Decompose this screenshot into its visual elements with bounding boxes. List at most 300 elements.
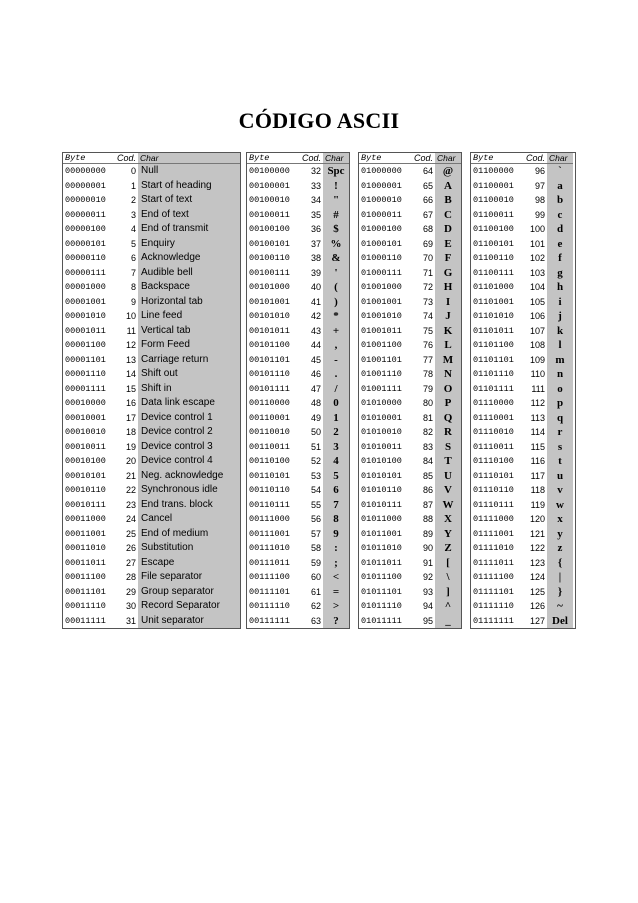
cell-char: N: [435, 367, 461, 382]
table-row: [471, 309, 575, 324]
cell-cod: 34: [310, 195, 321, 205]
cell-byte: 00010011: [65, 441, 106, 452]
cell-byte: 01110101: [473, 470, 514, 481]
cell-byte: 01101110: [473, 369, 514, 379]
cell-char: Del: [547, 614, 573, 629]
table-header: [359, 153, 461, 164]
cell-cod: 104: [529, 282, 545, 292]
cell-char: =: [323, 585, 349, 600]
cell-char: ?: [323, 614, 349, 629]
table-row: [247, 498, 349, 513]
table-row: [247, 527, 349, 542]
cell-cod: 91: [422, 557, 433, 568]
cell-byte: 01111010: [473, 543, 514, 553]
cell-char: ]: [435, 585, 461, 600]
cell-byte: 01011100: [361, 572, 402, 582]
table-row: [247, 599, 349, 614]
cell-cod: 60: [310, 572, 321, 582]
cell-byte: 00011100: [65, 572, 106, 582]
cell-char: G: [435, 266, 461, 281]
cell-char: p: [547, 396, 573, 411]
cell-cod: 3: [130, 209, 136, 220]
header-byte: Byte: [247, 153, 299, 164]
table-header: [471, 153, 575, 164]
cell-char: .: [323, 367, 349, 382]
ascii-block-0: [62, 152, 241, 629]
cell-cod: 116: [530, 456, 545, 466]
cell-byte: 00110111: [249, 499, 290, 510]
cell-byte: 01000000: [361, 166, 402, 176]
cell-byte: 01100001: [473, 180, 514, 191]
cell-cod: 66: [422, 195, 433, 205]
cell-cod: 72: [422, 282, 433, 292]
cell-byte: 01110000: [473, 398, 514, 408]
cell-cod: 99: [534, 209, 545, 220]
cell-char: Group separator: [138, 585, 240, 600]
table-row: [471, 193, 575, 208]
cell-char: w: [547, 498, 573, 513]
cell-byte: 00110101: [249, 470, 290, 481]
table-row: [247, 208, 349, 223]
table-row: [359, 440, 461, 455]
table-row: [471, 411, 575, 426]
cell-byte: 01011111: [361, 615, 402, 626]
cell-char: |: [547, 570, 573, 585]
cell-cod: 28: [125, 572, 136, 582]
cell-byte: 00010100: [65, 456, 106, 466]
table-row: [359, 266, 461, 281]
cell-byte: 00101000: [249, 282, 290, 292]
table-row: [359, 179, 461, 194]
table-row: [63, 179, 240, 194]
cell-char: Vertical tab: [138, 324, 240, 339]
cell-char: Backspace: [138, 280, 240, 295]
cell-cod: 107: [529, 325, 545, 336]
cell-char: ;: [323, 556, 349, 571]
cell-byte: 00100101: [249, 238, 290, 249]
cell-char: Substitution: [138, 541, 240, 556]
cell-cod: 13: [125, 354, 136, 365]
table-row: [359, 295, 461, 310]
cell-cod: 19: [125, 441, 136, 452]
cell-char: -: [323, 353, 349, 368]
cell-cod: 77: [422, 354, 433, 365]
cell-char: ^: [435, 599, 461, 614]
table-row: [63, 570, 240, 585]
cell-char: Record Separator: [138, 599, 240, 614]
cell-cod: 98: [534, 195, 545, 205]
cell-char: u: [547, 469, 573, 484]
table-row: [471, 556, 575, 571]
header-cod: Cod.: [411, 153, 435, 164]
cell-cod: 117: [530, 470, 545, 481]
cell-byte: 01111101: [473, 586, 514, 597]
cell-cod: 63: [310, 615, 321, 626]
cell-byte: 01111011: [473, 557, 514, 568]
table-row: [359, 367, 461, 382]
table-row: [247, 280, 349, 295]
cell-byte: 00111100: [249, 572, 290, 582]
cell-byte: 01001011: [361, 325, 402, 336]
cell-cod: 8: [130, 282, 136, 292]
cell-cod: 93: [422, 586, 433, 597]
cell-byte: 00000100: [65, 224, 106, 234]
table-row: [247, 382, 349, 397]
cell-byte: 01000110: [361, 253, 402, 263]
table-row: [247, 585, 349, 600]
cell-cod: 11: [126, 325, 136, 336]
cell-cod: 111: [531, 383, 545, 394]
cell-cod: 121: [529, 528, 545, 539]
cell-cod: 43: [310, 325, 321, 336]
cell-char: A: [435, 179, 461, 194]
cell-char: :: [323, 541, 349, 556]
cell-char: End of medium: [138, 527, 240, 542]
cell-cod: 90: [422, 543, 433, 553]
cell-char: Line feed: [138, 309, 240, 324]
cell-cod: 9: [130, 296, 136, 307]
cell-byte: 01100111: [473, 267, 514, 278]
cell-char: Y: [435, 527, 461, 542]
cell-byte: 01100101: [473, 238, 514, 249]
cell-char: 4: [323, 454, 349, 469]
table-row: [63, 193, 240, 208]
cell-byte: 01111001: [473, 528, 514, 539]
table-row: [471, 396, 575, 411]
table-row: [359, 164, 461, 179]
cell-byte: 00010010: [65, 427, 106, 437]
cell-cod: 105: [529, 296, 545, 307]
cell-byte: 00011011: [65, 557, 106, 568]
table-row: [359, 454, 461, 469]
cell-cod: 53: [310, 470, 321, 481]
cell-char: V: [435, 483, 461, 498]
table-row: [247, 483, 349, 498]
header-char: Char: [547, 153, 573, 164]
cell-byte: 00010000: [65, 398, 106, 408]
cell-char: o: [547, 382, 573, 397]
cell-cod: 33: [310, 180, 321, 191]
table-row: [359, 222, 461, 237]
cell-char: Null: [138, 164, 240, 179]
table-header: [247, 153, 349, 164]
table-row: [63, 527, 240, 542]
table-row: [247, 237, 349, 252]
cell-cod: 20: [125, 456, 136, 466]
cell-byte: 00100111: [249, 267, 290, 278]
cell-cod: 82: [422, 427, 433, 437]
table-row: [359, 382, 461, 397]
cell-byte: 01010011: [361, 441, 402, 452]
cell-char: l: [547, 338, 573, 353]
table-row: [471, 498, 575, 513]
cell-byte: 00001001: [65, 296, 106, 307]
cell-char: Acknowledge: [138, 251, 240, 266]
cell-byte: 01001000: [361, 282, 402, 292]
cell-char: X: [435, 512, 461, 527]
cell-cod: 113: [530, 412, 545, 423]
cell-cod: 120: [529, 514, 545, 524]
cell-char: c: [547, 208, 573, 223]
table-row: [471, 338, 575, 353]
table-row: [63, 512, 240, 527]
cell-byte: 00000000: [65, 166, 106, 176]
table-row: [471, 164, 575, 179]
table-row: [359, 585, 461, 600]
cell-byte: 00000111: [65, 267, 106, 278]
table-row: [471, 179, 575, 194]
cell-char: 5: [323, 469, 349, 484]
table-row: [63, 338, 240, 353]
cell-cod: 15: [125, 383, 136, 394]
cell-char: f: [547, 251, 573, 266]
cell-cod: 49: [310, 412, 321, 423]
cell-byte: 00110110: [249, 485, 290, 495]
cell-char: Z: [435, 541, 461, 556]
cell-byte: 00000010: [65, 195, 106, 205]
cell-cod: 22: [125, 485, 136, 495]
table-row: [247, 222, 349, 237]
table-row: [359, 570, 461, 585]
table-row: [63, 556, 240, 571]
cell-byte: 00011110: [65, 601, 106, 611]
cell-char: End of transmit: [138, 222, 240, 237]
cell-byte: 01010101: [361, 470, 402, 481]
cell-char: J: [435, 309, 461, 324]
cell-char: n: [547, 367, 573, 382]
cell-byte: 00011000: [65, 514, 106, 524]
cell-char: C: [435, 208, 461, 223]
cell-char: 3: [323, 440, 349, 455]
cell-cod: 54: [310, 485, 321, 495]
cell-byte: 01011101: [361, 586, 402, 597]
cell-cod: 14: [125, 369, 136, 379]
table-row: [471, 324, 575, 339]
cell-cod: 24: [125, 514, 136, 524]
table-row: [63, 324, 240, 339]
table-row: [63, 295, 240, 310]
cell-cod: 32: [310, 166, 321, 176]
cell-cod: 41: [310, 296, 321, 307]
table-row: [247, 396, 349, 411]
cell-char: x: [547, 512, 573, 527]
cell-byte: 01101111: [473, 383, 514, 394]
table-row: [63, 353, 240, 368]
cell-char: Device control 1: [138, 411, 240, 426]
cell-cod: 75: [422, 325, 433, 336]
cell-char: >: [323, 599, 349, 614]
cell-byte: 01111110: [473, 601, 514, 611]
cell-byte: 00101110: [249, 369, 290, 379]
cell-char: U: [435, 469, 461, 484]
table-row: [359, 237, 461, 252]
header-char: Char: [435, 153, 461, 164]
cell-cod: 29: [125, 586, 136, 597]
cell-cod: 87: [422, 499, 433, 510]
header-byte: Byte: [63, 153, 117, 164]
cell-byte: 01100000: [473, 166, 514, 176]
cell-char: z: [547, 541, 573, 556]
cell-byte: 01111111: [473, 615, 514, 626]
table-row: [63, 411, 240, 426]
table-row: [359, 469, 461, 484]
cell-char: Device control 3: [138, 440, 240, 455]
cell-byte: 00000001: [65, 180, 106, 191]
cell-byte: 01010110: [361, 485, 402, 495]
cell-byte: 00111101: [249, 586, 290, 597]
header-cod: Cod.: [299, 153, 323, 164]
cell-char: Spc: [323, 164, 349, 179]
table-header: [63, 153, 240, 164]
cell-byte: 01011000: [361, 514, 402, 524]
cell-char: Horizontal tab: [138, 295, 240, 310]
cell-cod: 26: [125, 543, 136, 553]
cell-cod: 67: [422, 209, 433, 220]
cell-char: 0: [323, 396, 349, 411]
cell-cod: 31: [125, 615, 136, 626]
cell-char: ": [323, 193, 349, 208]
cell-char: *: [323, 309, 349, 324]
table-row: [63, 382, 240, 397]
cell-cod: 16: [125, 398, 136, 408]
cell-char: Audible bell: [138, 266, 240, 281]
cell-byte: 00010111: [65, 499, 106, 510]
cell-byte: 00100100: [249, 224, 290, 234]
cell-cod: 57: [310, 528, 321, 539]
cell-byte: 01011001: [361, 528, 402, 539]
cell-byte: 01110110: [473, 485, 514, 495]
cell-cod: 5: [130, 238, 136, 249]
cell-char: d: [547, 222, 573, 237]
table-row: [471, 222, 575, 237]
cell-byte: 01001100: [361, 340, 402, 350]
cell-char: s: [547, 440, 573, 455]
cell-byte: 01101001: [473, 296, 514, 307]
cell-char: k: [547, 324, 573, 339]
cell-cod: 23: [125, 499, 136, 510]
cell-char: Start of heading: [138, 179, 240, 194]
cell-char: W: [435, 498, 461, 513]
cell-char: 1: [323, 411, 349, 426]
cell-byte: 00001010: [65, 311, 106, 321]
header-byte: Byte: [471, 153, 523, 164]
cell-byte: 00000011: [65, 209, 106, 220]
cell-char: +: [323, 324, 349, 339]
cell-char: 6: [323, 483, 349, 498]
table-row: [247, 266, 349, 281]
cell-char: [: [435, 556, 461, 571]
table-row: [63, 454, 240, 469]
cell-byte: 01000111: [361, 267, 402, 278]
cell-byte: 01110001: [473, 412, 514, 423]
table-row: [359, 599, 461, 614]
table-row: [63, 208, 240, 223]
cell-byte: 00101100: [249, 340, 290, 350]
cell-char: Carriage return: [138, 353, 240, 368]
cell-byte: 01000010: [361, 195, 402, 205]
cell-cod: 81: [422, 412, 433, 423]
cell-char: R: [435, 425, 461, 440]
cell-char: Neg. acknowledge: [138, 469, 240, 484]
cell-byte: 00011010: [65, 543, 106, 553]
table-row: [63, 498, 240, 513]
cell-cod: 125: [529, 586, 545, 597]
cell-cod: 123: [529, 557, 545, 568]
cell-char: &: [323, 251, 349, 266]
cell-byte: 00001100: [65, 340, 106, 350]
table-row: [247, 251, 349, 266]
table-row: [471, 295, 575, 310]
table-row: [471, 614, 575, 629]
cell-char: End of text: [138, 208, 240, 223]
cell-cod: 1: [130, 180, 136, 191]
cell-cod: 80: [422, 398, 433, 408]
cell-byte: 00101111: [249, 383, 290, 394]
cell-byte: 01101011: [473, 325, 514, 336]
cell-cod: 70: [422, 253, 433, 263]
cell-char: \: [435, 570, 461, 585]
table-row: [359, 280, 461, 295]
cell-char: 8: [323, 512, 349, 527]
cell-cod: 73: [422, 296, 433, 307]
cell-cod: 42: [310, 311, 321, 321]
cell-byte: 00000110: [65, 253, 106, 263]
cell-cod: 48: [310, 398, 321, 408]
table-row: [471, 280, 575, 295]
cell-byte: 00111000: [249, 514, 290, 524]
table-row: [63, 440, 240, 455]
cell-byte: 00100011: [249, 209, 290, 220]
cell-char: File separator: [138, 570, 240, 585]
cell-char: Unit separator: [138, 614, 240, 629]
cell-byte: 01101000: [473, 282, 514, 292]
cell-byte: 01100010: [473, 195, 514, 205]
table-row: [471, 382, 575, 397]
cell-cod: 55: [310, 499, 321, 510]
table-row: [359, 498, 461, 513]
cell-byte: 01100110: [473, 253, 514, 263]
cell-cod: 30: [125, 601, 136, 611]
cell-byte: 00100010: [249, 195, 290, 205]
cell-char: 7: [323, 498, 349, 513]
ascii-block-2: [358, 152, 462, 629]
cell-cod: 44: [310, 340, 321, 350]
cell-cod: 109: [529, 354, 545, 365]
table-row: [247, 411, 349, 426]
cell-byte: 00110000: [249, 398, 290, 408]
cell-char: `: [547, 164, 573, 179]
table-row: [471, 208, 575, 223]
cell-cod: 61: [310, 586, 321, 597]
cell-char: M: [435, 353, 461, 368]
cell-cod: 88: [422, 514, 433, 524]
cell-byte: 01110011: [473, 441, 514, 452]
cell-cod: 7: [130, 267, 136, 278]
cell-byte: 00111010: [249, 543, 290, 553]
cell-byte: 01010001: [361, 412, 402, 423]
cell-char: Q: [435, 411, 461, 426]
cell-byte: 00001111: [65, 383, 106, 394]
cell-char: Data link escape: [138, 396, 240, 411]
cell-byte: 00101101: [249, 354, 290, 365]
cell-cod: 83: [422, 441, 433, 452]
cell-byte: 00010001: [65, 412, 106, 423]
table-row: [359, 483, 461, 498]
table-row: [63, 469, 240, 484]
cell-byte: 01010100: [361, 456, 402, 466]
cell-cod: 96: [534, 166, 545, 176]
table-row: [471, 527, 575, 542]
